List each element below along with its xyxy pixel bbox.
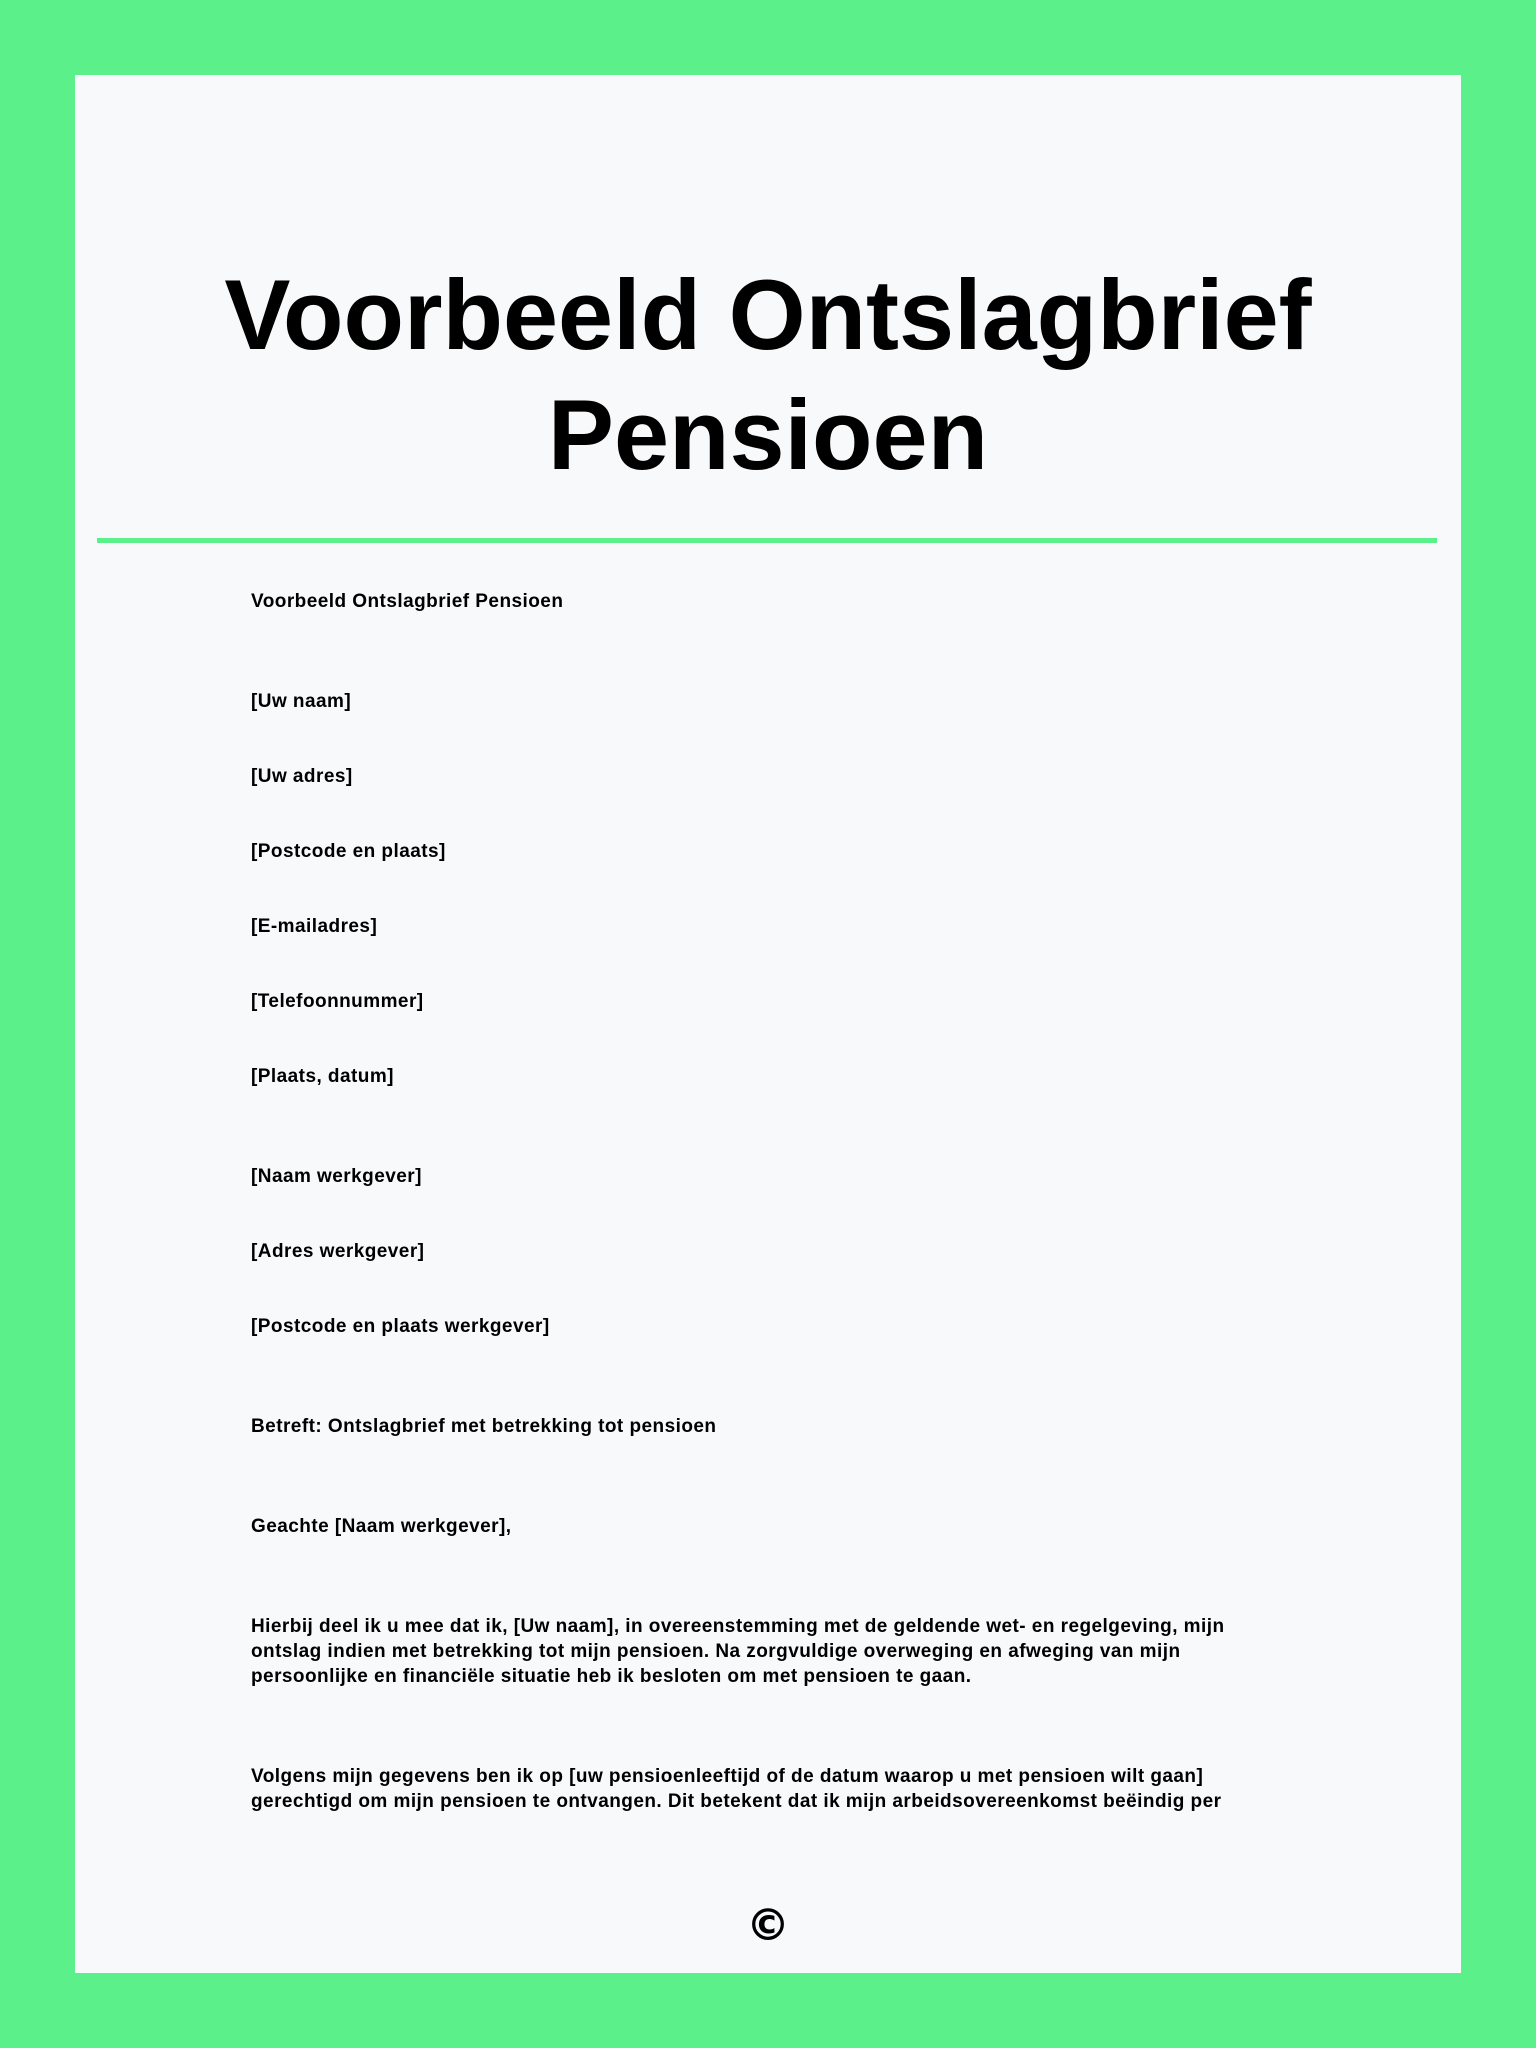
page-title-line-1: Voorbeeld Ontslagbrief [224,259,1312,370]
sender-email: [E-mailadres] [251,916,378,937]
recipient-address: [Adres werkgever] [251,1241,425,1262]
sender-postcode-city: [Postcode en plaats] [251,841,446,862]
body-paragraph-2 [251,1764,1221,1814]
letter-subject: Betreft: Ontslagbrief met betrekking tot pensioen [251,1416,717,1437]
paragraph-line: persoonlijke en financiële situatie heb ik besloten om met pensioen te gaan. [251,1666,972,1687]
title-divider [97,538,1437,543]
letter-salutation: Geachte [Naam werkgever], [251,1516,512,1537]
page-title-line-2: Pensioen [547,379,989,490]
letter-heading: Voorbeeld Ontslagbrief Pensioen [251,591,564,612]
page-title [75,255,1461,495]
recipient-postcode-city: [Postcode en plaats werkgever] [251,1316,550,1337]
body-paragraph-1 [251,1614,1225,1689]
paragraph-line: gerechtigd om mijn pensioen te ontvangen. Dit betekent dat ik mijn arbeidsovereenkomst beëindig per [251,1791,1222,1812]
copyright-icon: © [746,1900,790,1951]
document-page [75,75,1461,1973]
sender-place-date: [Plaats, datum] [251,1066,394,1087]
sender-address: [Uw adres] [251,766,353,787]
sender-phone: [Telefoonnummer] [251,991,424,1012]
sender-name: [Uw naam] [251,691,352,712]
paragraph-line: Hierbij deel ik u mee dat ik, [Uw naam], in overeenstemming met de geldende wet- en regelgeving, mijn [251,1616,1225,1637]
paragraph-line: ontslag indien met betrekking tot mijn pensioen. Na zorgvuldige overweging en afweging van mijn [251,1641,1181,1662]
recipient-name: [Naam werkgever] [251,1166,422,1187]
paragraph-line: Volgens mijn gegevens ben ik op [uw pensioenleeftijd of de datum waarop u met pensioen wilt gaan] [251,1766,1204,1787]
